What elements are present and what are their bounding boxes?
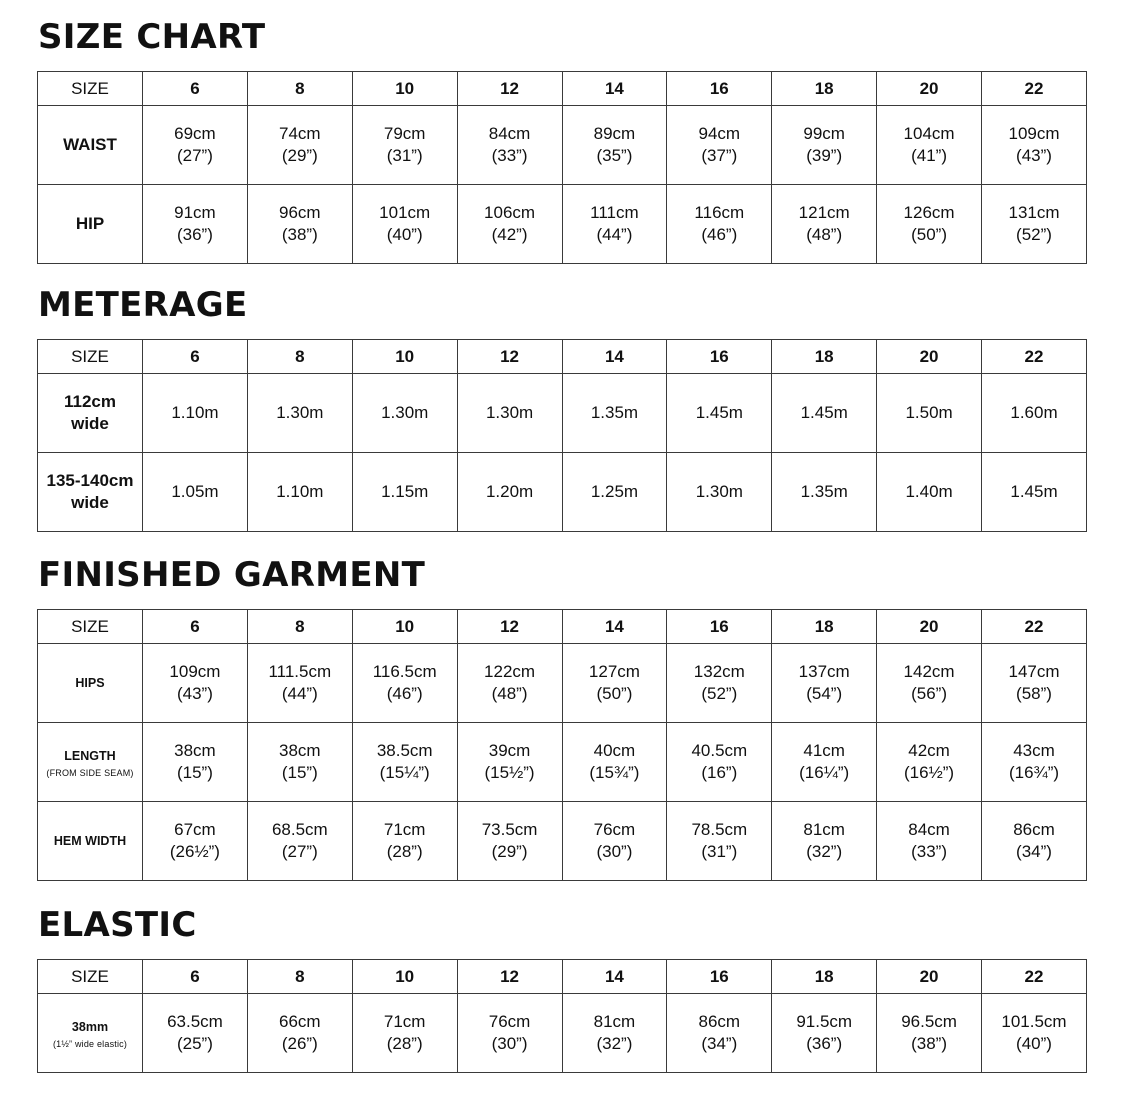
row-label-text: HIP	[75, 214, 105, 233]
table-row	[38, 106, 1087, 185]
row-label-subtext: (FROM SIDE SEAM)	[46, 768, 134, 778]
value-cell	[772, 994, 877, 1073]
value-cell: 1.60m	[982, 374, 1087, 453]
value-cell	[877, 185, 982, 264]
value-cell	[772, 723, 877, 802]
value-cm: 69cm	[174, 124, 216, 143]
value-cm: 127cm	[588, 662, 640, 681]
value-inches: (46”)	[701, 225, 738, 244]
size-header-cell: 16	[667, 72, 772, 106]
value-cell	[562, 644, 667, 723]
value-cell	[352, 802, 457, 881]
size-header-cell: 8	[247, 960, 352, 994]
value-inches: (41”)	[911, 146, 948, 165]
value-cm: 63.5cm	[167, 1012, 223, 1031]
value-cm: 96cm	[279, 203, 321, 222]
value-cell	[982, 106, 1087, 185]
value-inches: (29”)	[491, 842, 528, 861]
value-inches: (26”)	[281, 1034, 318, 1053]
finished-garment-table	[37, 609, 1087, 881]
value-cell: 1.35m	[772, 453, 877, 532]
meterage-table	[37, 339, 1087, 532]
value-cell	[772, 106, 877, 185]
value-cell	[667, 644, 772, 723]
value-inches: (25”)	[176, 1034, 213, 1053]
size-header-cell: 20	[877, 610, 982, 644]
row-label-cell	[38, 802, 143, 881]
size-header-cell: 8	[247, 610, 352, 644]
value-inches: (32”)	[596, 1034, 633, 1053]
value-cm: 39cm	[488, 741, 531, 760]
value-inches: (15½”)	[484, 763, 535, 782]
value-cell	[457, 106, 562, 185]
size-header-row	[38, 610, 1087, 644]
value-cm: 38cm	[174, 741, 216, 760]
size-chart-title: SIZE CHART	[38, 17, 266, 57]
value-cell: 1.50m	[877, 374, 982, 453]
finished-garment-title: FINISHED GARMENT	[38, 555, 426, 595]
row-label-cell	[38, 106, 143, 185]
value-cell	[247, 106, 352, 185]
value-inches: (32”)	[806, 842, 843, 861]
meterage-title: METERAGE	[38, 285, 248, 325]
value-cm: 109cm	[169, 662, 221, 681]
value-inches: (15”)	[176, 763, 213, 782]
value-cell	[352, 185, 457, 264]
value-inches: (34”)	[701, 1034, 738, 1053]
value-cm: 73.5cm	[481, 820, 538, 839]
value-inches: (48”)	[491, 684, 528, 703]
row-label-text: HIPS	[75, 676, 105, 690]
value-cell	[982, 802, 1087, 881]
row-label-cell	[38, 453, 143, 532]
value-cell: 1.10m	[247, 453, 352, 532]
value-inches: (43”)	[176, 684, 213, 703]
value-inches: (33”)	[911, 842, 948, 861]
table-row	[38, 994, 1087, 1073]
size-header-cell: 6	[143, 72, 248, 106]
value-cell	[352, 994, 457, 1073]
value-cm: 109cm	[1008, 124, 1060, 143]
elastic-table	[37, 959, 1087, 1073]
value-cm: 78.5cm	[691, 820, 748, 839]
value-cell	[143, 802, 248, 881]
value-cell	[143, 185, 248, 264]
value-cell	[877, 802, 982, 881]
size-header-row	[38, 72, 1087, 106]
size-chart-table	[37, 71, 1087, 264]
size-header-cell: 20	[877, 72, 982, 106]
size-header-cell: 16	[667, 960, 772, 994]
value-inches: (43”)	[1016, 146, 1052, 165]
value-cm: 41cm	[803, 741, 845, 760]
value-cell	[247, 723, 352, 802]
value-cell	[667, 185, 772, 264]
row-label-text: 135-140cm	[46, 471, 134, 490]
value-cm: 116cm	[694, 203, 745, 222]
value-cm: 131cm	[1008, 203, 1060, 222]
size-header-cell: 6	[143, 610, 248, 644]
value-inches: (26½”)	[169, 842, 220, 861]
value-inches: (15¾”)	[589, 763, 640, 782]
value-cm: 42cm	[908, 741, 950, 760]
value-cell	[772, 644, 877, 723]
value-cell	[143, 723, 248, 802]
size-label-cell: SIZE	[38, 72, 143, 106]
value-inches: (54”)	[806, 684, 843, 703]
size-header-cell: 20	[877, 340, 982, 374]
value-inches: (39”)	[806, 146, 843, 165]
value-cell	[247, 644, 352, 723]
value-cell	[562, 994, 667, 1073]
value-cm: 40cm	[593, 741, 636, 760]
value-cm: 43cm	[1013, 741, 1055, 760]
value-cm: 116.5cm	[372, 662, 437, 681]
value-cell	[667, 802, 772, 881]
value-inches: (38”)	[281, 225, 318, 244]
value-cm: 96.5cm	[901, 1012, 957, 1031]
value-cell	[667, 106, 772, 185]
value-cm: 91.5cm	[796, 1012, 853, 1031]
size-header-cell: 22	[982, 72, 1087, 106]
size-header-cell: 8	[247, 72, 352, 106]
value-cm: 38cm	[279, 741, 321, 760]
value-inches: (42”)	[491, 225, 528, 244]
value-cell	[562, 185, 667, 264]
value-cm: 86cm	[698, 1012, 741, 1031]
table-row	[38, 644, 1087, 723]
value-cell	[457, 994, 562, 1073]
value-cm: 76cm	[488, 1012, 531, 1031]
size-header-cell: 22	[982, 340, 1087, 374]
value-inches: (48”)	[806, 225, 843, 244]
value-cell	[352, 723, 457, 802]
value-cell	[982, 723, 1087, 802]
value-inches: (31”)	[386, 146, 423, 165]
value-cell	[457, 802, 562, 881]
value-cell: 1.30m	[352, 374, 457, 453]
value-cm: 111cm	[590, 203, 639, 222]
row-label-cell	[38, 723, 143, 802]
value-cm: 121cm	[798, 203, 850, 222]
size-header-cell: 18	[772, 960, 877, 994]
value-cm: 111.5cm	[268, 662, 332, 681]
value-cell	[247, 185, 352, 264]
value-cm: 79cm	[383, 124, 426, 143]
value-cell: 1.10m	[143, 374, 248, 453]
value-inches: (31”)	[701, 842, 738, 861]
size-header-cell: 18	[772, 610, 877, 644]
size-header-cell: 10	[352, 340, 457, 374]
value-inches: (52”)	[1016, 225, 1052, 244]
value-cell: 1.20m	[457, 453, 562, 532]
value-cm: 147cm	[1008, 662, 1060, 681]
value-cell: 1.30m	[667, 453, 772, 532]
value-cell	[247, 802, 352, 881]
value-cm: 67cm	[174, 820, 216, 839]
value-cm: 38.5cm	[376, 741, 433, 760]
value-cell	[772, 185, 877, 264]
value-cell	[143, 644, 248, 723]
value-inches: (52”)	[701, 684, 738, 703]
value-cell	[667, 723, 772, 802]
size-header-cell: 12	[457, 340, 562, 374]
size-header-row	[38, 340, 1087, 374]
size-header-cell: 6	[143, 960, 248, 994]
value-cell	[352, 644, 457, 723]
value-cell	[877, 994, 982, 1073]
value-cm: 122cm	[484, 662, 536, 681]
value-cm: 101cm	[379, 203, 431, 222]
value-cell: 1.05m	[143, 453, 248, 532]
size-header-row	[38, 960, 1087, 994]
value-inches: (50”)	[596, 684, 633, 703]
table-row	[38, 374, 1087, 453]
size-header-cell: 14	[562, 960, 667, 994]
value-inches: (16½”)	[904, 763, 955, 782]
value-cell: 1.35m	[562, 374, 667, 453]
value-cm: 99cm	[803, 124, 845, 143]
size-header-cell: 12	[457, 72, 562, 106]
value-inches: (30”)	[596, 842, 633, 861]
value-cell: 1.45m	[772, 374, 877, 453]
size-label-cell: SIZE	[38, 340, 143, 374]
value-inches: (29”)	[281, 146, 318, 165]
value-cell	[352, 106, 457, 185]
value-cell	[982, 185, 1087, 264]
value-cm: 89cm	[593, 124, 636, 143]
value-cell	[982, 994, 1087, 1073]
value-cm: 142cm	[903, 662, 955, 681]
value-inches: (44”)	[281, 684, 318, 703]
value-inches: (16¼”)	[799, 763, 850, 782]
size-header-cell: 6	[143, 340, 248, 374]
value-inches: (50”)	[911, 225, 948, 244]
value-inches: (44”)	[596, 225, 633, 244]
value-inches: (28”)	[386, 842, 423, 861]
row-label-text: 38mm	[71, 1020, 109, 1034]
size-header-cell: 14	[562, 72, 667, 106]
value-inches: (27”)	[176, 146, 213, 165]
value-cm: 74cm	[279, 124, 321, 143]
value-cell: 1.30m	[247, 374, 352, 453]
value-cm: 71cm	[383, 1012, 426, 1031]
size-label-cell: SIZE	[38, 610, 143, 644]
size-header-cell: 8	[247, 340, 352, 374]
value-cell	[667, 994, 772, 1073]
row-label-cell	[38, 644, 143, 723]
size-header-cell: 14	[562, 340, 667, 374]
size-header-cell: 10	[352, 960, 457, 994]
value-cell	[457, 723, 562, 802]
row-label-text: WAIST	[63, 135, 117, 154]
value-inches: (15¼”)	[379, 763, 430, 782]
value-inches: (36”)	[806, 1034, 843, 1053]
row-label-text: HEM WIDTH	[53, 834, 127, 848]
value-cell	[982, 644, 1087, 723]
value-inches: (40”)	[1016, 1034, 1052, 1053]
value-inches: (15”)	[281, 763, 318, 782]
value-cm: 137cm	[798, 662, 850, 681]
value-inches: (58”)	[1016, 684, 1052, 703]
value-cm: 101.5cm	[1001, 1012, 1067, 1031]
value-inches: (16”)	[701, 763, 738, 782]
table-row	[38, 453, 1087, 532]
value-cell	[143, 106, 248, 185]
size-header-cell: 18	[772, 340, 877, 374]
value-cell	[457, 644, 562, 723]
value-cell	[457, 185, 562, 264]
value-cm: 66cm	[279, 1012, 321, 1031]
value-cell: 1.45m	[667, 374, 772, 453]
value-cm: 76cm	[593, 820, 636, 839]
value-cm: 71cm	[383, 820, 426, 839]
value-cell: 1.15m	[352, 453, 457, 532]
size-header-cell: 12	[457, 610, 562, 644]
value-inches: (40”)	[386, 225, 423, 244]
value-cm: 94cm	[698, 124, 741, 143]
value-inches: (46”)	[386, 684, 423, 703]
size-header-cell: 22	[982, 610, 1087, 644]
value-inches: (36”)	[176, 225, 213, 244]
value-cm: 91cm	[174, 203, 216, 222]
size-header-cell: 18	[772, 72, 877, 106]
row-label-text: 112cm	[64, 392, 116, 411]
value-inches: (35”)	[596, 146, 633, 165]
row-label-subtext: (1½” wide elastic)	[52, 1039, 128, 1049]
value-cell: 1.25m	[562, 453, 667, 532]
size-header-cell: 16	[667, 340, 772, 374]
row-label-cell	[38, 374, 143, 453]
value-cell: 1.45m	[982, 453, 1087, 532]
value-inches: (56”)	[911, 684, 948, 703]
value-cm: 68.5cm	[271, 820, 328, 839]
value-inches: (38”)	[911, 1034, 948, 1053]
value-inches: (30”)	[491, 1034, 528, 1053]
value-inches: (28”)	[386, 1034, 423, 1053]
size-label-cell: SIZE	[38, 960, 143, 994]
table-row	[38, 185, 1087, 264]
row-label-subtext: wide	[71, 414, 109, 433]
value-inches: (37”)	[701, 146, 738, 165]
value-cm: 132cm	[693, 662, 745, 681]
value-cell	[562, 802, 667, 881]
value-cell	[562, 106, 667, 185]
table-row	[38, 723, 1087, 802]
value-inches: (16¾”)	[1008, 763, 1060, 782]
value-cell	[562, 723, 667, 802]
value-cell	[877, 106, 982, 185]
value-cm: 84cm	[488, 124, 531, 143]
value-cm: 126cm	[903, 203, 955, 222]
size-header-cell: 22	[982, 960, 1087, 994]
value-inches: (33”)	[491, 146, 528, 165]
size-header-cell: 16	[667, 610, 772, 644]
row-label-text: LENGTH	[64, 749, 116, 763]
value-cell: 1.40m	[877, 453, 982, 532]
table-row	[38, 802, 1087, 881]
value-inches: (27”)	[281, 842, 318, 861]
row-label-subtext: wide	[71, 493, 109, 512]
value-cell	[877, 644, 982, 723]
value-cm: 104cm	[903, 124, 955, 143]
value-cell	[143, 994, 248, 1073]
value-cm: 106cm	[484, 203, 536, 222]
value-cm: 40.5cm	[691, 741, 748, 760]
row-label-cell	[38, 185, 143, 264]
size-header-cell: 14	[562, 610, 667, 644]
size-header-cell: 10	[352, 610, 457, 644]
elastic-title: ELASTIC	[38, 905, 197, 945]
value-cell	[772, 802, 877, 881]
value-cm: 86cm	[1013, 820, 1055, 839]
size-header-cell: 20	[877, 960, 982, 994]
value-cm: 84cm	[908, 820, 950, 839]
value-cm: 81cm	[593, 1012, 636, 1031]
value-cell: 1.30m	[457, 374, 562, 453]
value-cell	[877, 723, 982, 802]
row-label-cell	[38, 994, 143, 1073]
value-inches: (34”)	[1016, 842, 1052, 861]
size-header-cell: 12	[457, 960, 562, 994]
value-cm: 81cm	[803, 820, 845, 839]
value-cell	[247, 994, 352, 1073]
size-header-cell: 10	[352, 72, 457, 106]
